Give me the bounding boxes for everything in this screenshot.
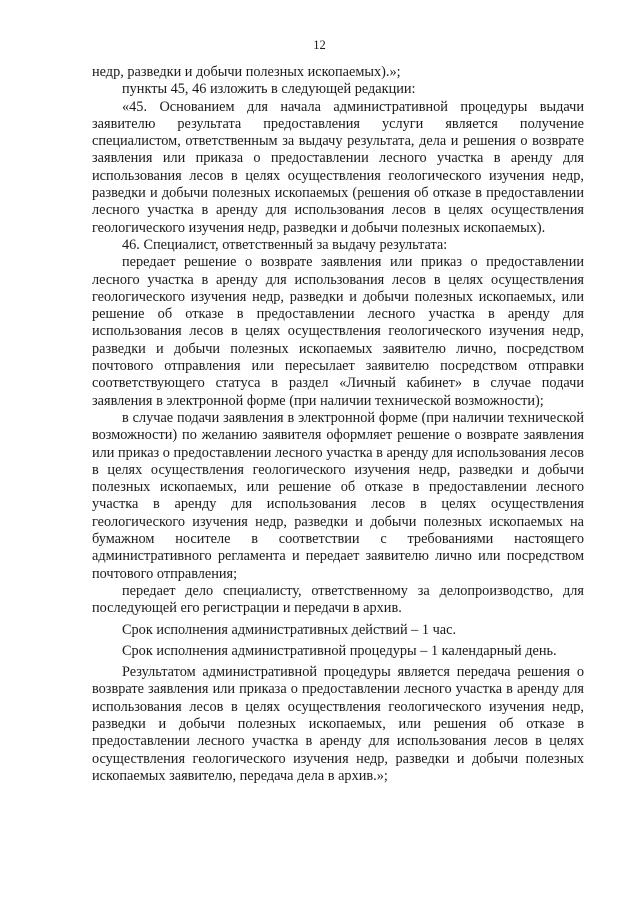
paragraph-continuation: недр, разведки и добычи полезных ископаемых).»;: [92, 64, 401, 80]
paragraph-item-46: 46. Специалист, ответственный за выдачу результата:: [122, 236, 448, 253]
paragraph-amendment-intro: пункты 45, 46 изложить в следующей редакции:: [122, 81, 416, 98]
paragraph-transfer-case: передает дело специалисту, ответственному за делопроизводство, для последующей его регистрации и передачи в архив.: [92, 582, 584, 617]
page-number: 12: [313, 38, 326, 52]
paragraph-item-45: «45. Основанием для начала административной процедуры выдачи заявителю результата предоставления услуги является получение специалистом, ответственным за выдачу результата, дела и решения о возврате заявления или приказа о предоставлении лесного участка в аренду для использования лесов в целях осуществления геологического изучения недр, разведки и добычи полезных ископаемых (решения об отказе в предоставлении лесного участка в аренду для использования лесов в целях осуществления геологического изучения недр, разведки и добычи полезных ископаемых).: [92, 98, 584, 236]
paragraph-actions-term: Срок исполнения административных действий – 1 час.: [122, 621, 457, 638]
paragraph-result: Результатом административной процедуры является передача решения о возврате заявления или приказа о предоставлении лесного участка в аренду для использования лесов в целях осуществления геологического изучения недр, разведки и добычи полезных ископаемых, или решения об отказе в предоставлении лесного участка в аренду для использования лесов в целях осуществления геологического изучения недр, разведки и добычи полезных ископаемых заявителю, передача дела в архив.»;: [92, 664, 584, 784]
paragraph-electronic-form: в случае подачи заявления в электронной форме (при наличии технической возможности) по желанию заявителя оформляет решение о возврате заявления или приказ о предоставлении лесного участка в аренду для использования лесов в целях осуществления геологического изучения недр, разведки и добычи полезных ископаемых, или решение об отказе в предоставлении лесного участка в аренду для использования лесов в целях осуществления геологического изучения недр, разведки и добычи полезных ископаемых на бумажном носителе в соответствии с требованиями настоящего административного регламента и передает заявителю лично или посредством почтового отправления;: [92, 409, 584, 582]
paragraph-procedure-term: Срок исполнения административной процедуры – 1 календарный день.: [122, 642, 557, 659]
paragraph-transfer-decision: передает решение о возврате заявления или приказ о предоставлении лесного участка в аренду для использования лесов в целях осуществления геологического изучения недр, разведки и добычи полезных ископаемых, или решение об отказе в предоставлении лесного участка в аренду для использования лесов в целях осуществления геологического изучения недр, разведки и добычи полезных ископаемых заявителю лично, посредством почтового отправления или пересылает заявителю посредством отправки соответствующего статуса в раздел «Личный кабинет» в случае подачи заявления в электронной форме (при наличии технической возможности);: [92, 254, 584, 409]
document-body: [92, 64, 584, 785]
